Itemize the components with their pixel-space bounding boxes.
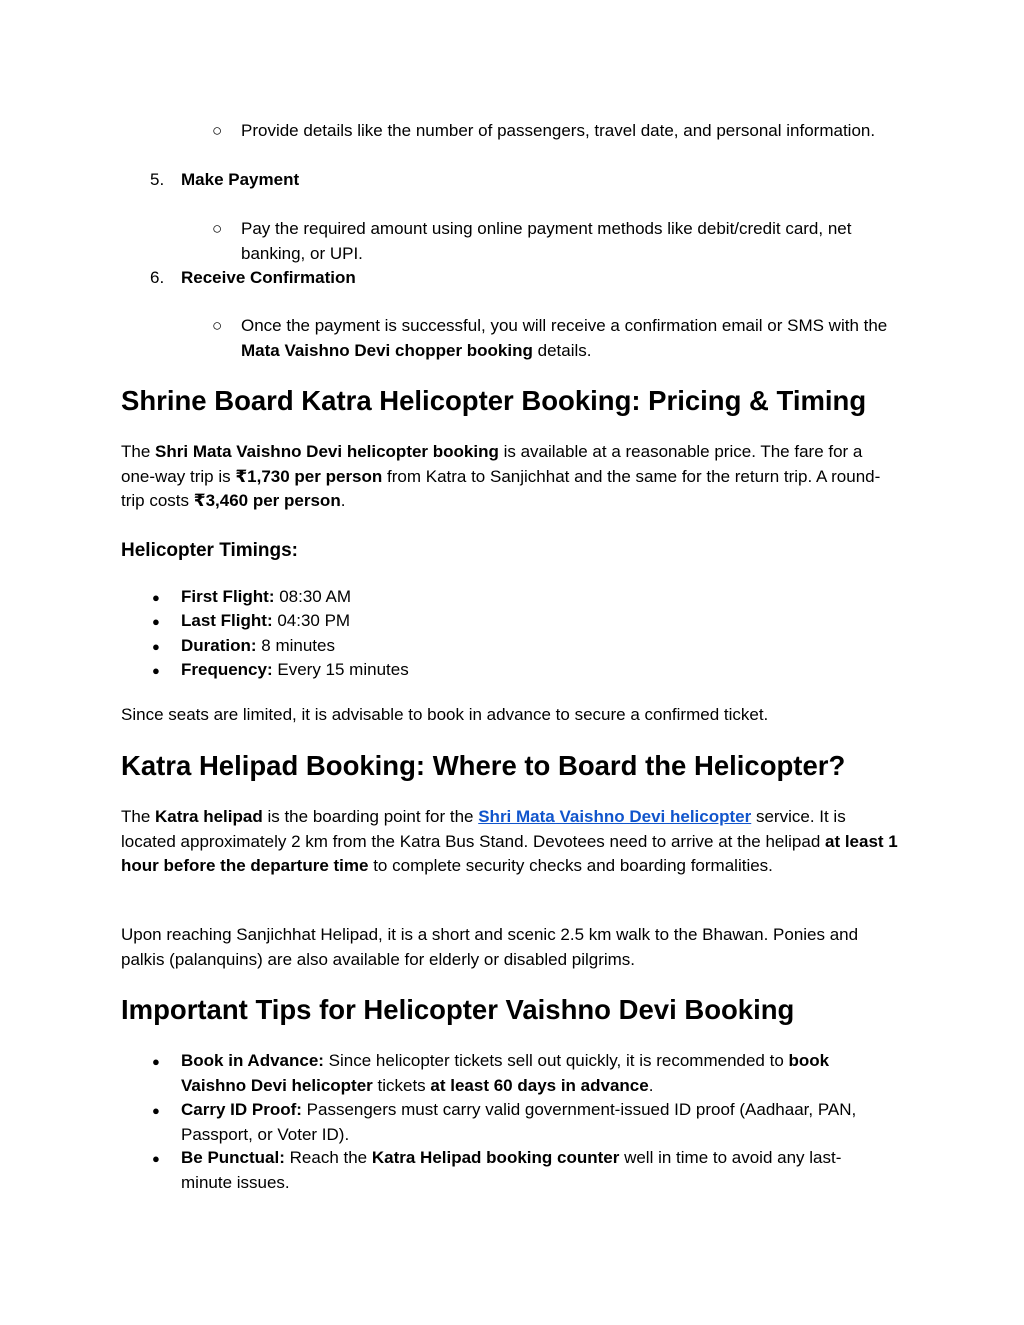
bullet-icon: ● xyxy=(152,1103,160,1118)
step-title-receive-confirmation: Receive Confirmation xyxy=(181,268,356,287)
seats-note: Since seats are limited, it is advisable to book in advance to secure a confirmed ticket. xyxy=(121,705,769,724)
timing-item: Duration: 8 minutes xyxy=(181,636,335,655)
bullet-icon: ● xyxy=(152,1151,160,1166)
timing-item: Frequency: Every 15 minutes xyxy=(181,660,409,679)
bullet-icon: ● xyxy=(152,639,160,654)
heading-important-tips: Important Tips for Helicopter Vaishno Devi Booking xyxy=(121,994,795,1025)
helicopter-service-link[interactable]: Shri Mata Vaishno Devi helicopter xyxy=(478,807,752,826)
sanjichhat-paragraph: Upon reaching Sanjichhat Helipad, it is a short and scenic 2.5 km walk to the Bhawan. Ponies and palkis (palanquins) are also available for elderly or disabled pilgrims. xyxy=(121,925,859,969)
step-number: 6. xyxy=(150,268,165,287)
heading-helicopter-timings: Helicopter Timings: xyxy=(121,540,299,561)
sub-bullet-marker: ○ xyxy=(212,121,223,140)
step-title-make-payment: Make Payment xyxy=(181,170,300,189)
bullet-icon: ● xyxy=(152,614,160,629)
tip-carry-id: Carry ID Proof: Passengers must carry valid government-issued ID proof (Aadhaar, PAN, Passport, or Voter ID). xyxy=(181,1100,857,1144)
bullet-icon: ● xyxy=(152,1054,160,1069)
step-number: 5. xyxy=(150,170,165,189)
timing-item: First Flight: 08:30 AM xyxy=(181,587,352,606)
timing-item: Last Flight: 04:30 PM xyxy=(181,611,351,630)
heading-katra-helipad: Katra Helipad Booking: Where to Board the Helicopter? xyxy=(121,750,846,781)
helipad-paragraph: The Katra helipad is the boarding point for the Shri Mata Vaishno Devi helicopter service. It is located approximately 2 km from the Katra Bus Stand. Devotees need to arrive at the helipad at least 1 hour before the departure time to complete security checks and boarding formalities. xyxy=(121,807,898,875)
bullet-icon: ● xyxy=(152,590,160,605)
tip-book-in-advance: Book in Advance: Since helicopter tickets sell out quickly, it is recommended to book Vaishno Devi helicopter tickets at least 60 days in advance. xyxy=(181,1051,830,1095)
sub-step-confirmation: Once the payment is successful, you will receive a confirmation email or SMS with the Mata Vaishno Devi chopper booking details. xyxy=(241,316,888,360)
bullet-icon: ● xyxy=(152,663,160,678)
tip-be-punctual: Be Punctual: Reach the Katra Helipad booking counter well in time to avoid any last-minute issues. xyxy=(181,1148,842,1192)
sub-step-pay: Pay the required amount using online payment methods like debit/credit card, net banking, or UPI. xyxy=(241,219,852,263)
pricing-paragraph: The Shri Mata Vaishno Devi helicopter booking is available at a reasonable price. The fare for a one-way trip is ₹1,730 per person from Katra to Sanjichhat and the same for the return trip. A round-trip costs ₹3,460 per person. xyxy=(121,442,881,510)
heading-pricing-timing: Shrine Board Katra Helicopter Booking: Pricing & Timing xyxy=(121,385,867,416)
sub-bullet-marker: ○ xyxy=(212,316,223,335)
sub-bullet-marker: ○ xyxy=(212,219,223,238)
sub-step-provide-details: Provide details like the number of passengers, travel date, and personal information. xyxy=(241,121,876,140)
